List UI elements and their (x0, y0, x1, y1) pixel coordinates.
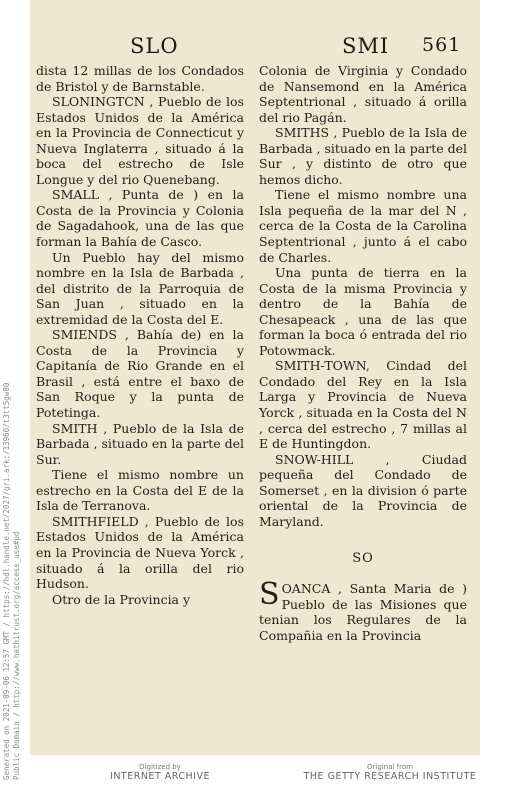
last-entry-text: OANCA , Santa Maria de ) Pueblo de las Misiones que tenian los Regulares de la Compañia en la Provincia (259, 580, 467, 643)
running-head-left: SLO (130, 34, 179, 58)
entry-paragraph: SMITH-TOWN, Cindad del Condado del Rey en la Isla Larga y Provincia de Nueva Yorck , situada en la Costa del N , cerca del estrecho , 7 millas al E de Huntingdon. (259, 358, 467, 452)
last-entry (259, 576, 467, 643)
entry-paragraph: SMIENDS , Bahía de) en la Costa de la Provincia y Capitanía de Rio Grande en el Brasil , está entre el baxo de San Roque y la punta de Potetinga. (36, 327, 244, 421)
scanned-page (30, 0, 480, 755)
provenance-sidebar (2, 382, 26, 800)
entry-paragraph: Una punta de tierra en la Costa de la misma Provincia y dentro de la Bahía de Chesapeack , una de las que forman la boca ó entrada del rio Potowmack. (259, 265, 467, 358)
entry-paragraph: Otro de la Provincia y (52, 591, 191, 607)
entry-paragraph: Tiene el mismo nombre un estrecho en la Costa del E de la Isla de Terranova. (36, 467, 244, 514)
entry-paragraph: SMALL , Punta de ) en la Costa de la Provincia y Colonia de Sagadahook, una de las que forman la Bahía de Casco. (36, 187, 244, 250)
entry-paragraph: Tiene el mismo nombre una Isla pequeña de la mar del N , cerca de la Costa de la Carolina Septentrional , junto á el cabo de Charles. (259, 187, 467, 265)
page-number: 561 (422, 34, 462, 56)
entry-paragraph: SMITHFIELD , Pueblo de los Estados Unidos de la América en la Provincia de Nueva Yorck , situado á la orilla del rio Hudson. (36, 513, 244, 592)
entry-paragraph: Un Pueblo hay del mismo nombre en la Isla de Barbada , del distrito de la Parroquia de San Juan , situado en la extremidad de la Costa del E. (36, 249, 244, 327)
right-column (259, 63, 467, 643)
provenance-line: Generated on 2021-09-06 12:57 GMT / https://hdl.handle.net/2027/gri.ark:/13960/t3tt5gw80 (2, 382, 11, 780)
original-from-label: Original from (367, 763, 413, 771)
digitized-by (80, 763, 240, 781)
entry-paragraph: SNOW-HILL , Ciudad pequeña del Condado de Somerset , en la division ó parte oriental de la Provincia de Maryland. (259, 451, 467, 529)
entry-paragraph: Colonia de Virginia y Condado de Nansemond en la América Septentrional , situado á orilla del rio Pagán. (259, 63, 467, 125)
entry-paragraph: SLONINGTCN , Pueblo de los Estados Unidos de la América en la Provincia de Connecticut y Nueva Inglaterra , situado á la boca del estrecho de Isle Longue y del rio Quenebang. (36, 94, 244, 187)
drop-cap: S (259, 576, 280, 612)
running-head-right: SMI (342, 34, 390, 58)
left-column (36, 63, 244, 607)
original-from (290, 763, 490, 781)
license-line: Public Domain / http://www.hathitrust.org/access_use#pd (12, 531, 21, 780)
entry-paragraph: SMITH , Pueblo de la Isla de Barbada , situado en la parte del Sur. (36, 420, 244, 467)
digitizer-name: INTERNET ARCHIVE (110, 771, 210, 782)
source-institution: THE GETTY RESEARCH INSTITUTE (303, 771, 477, 782)
entry-paragraph: dista 12 millas de los Condados de Bristol y de Barnstable. (36, 63, 244, 94)
section-heading: SO (352, 551, 374, 567)
entry-paragraph: SMITHS , Pueblo de la Isla de Barbada , situado en la parte del Sur , y distinto de otro que hemos dicho. (259, 125, 467, 187)
digitized-by-label: Digitized by (139, 763, 181, 771)
